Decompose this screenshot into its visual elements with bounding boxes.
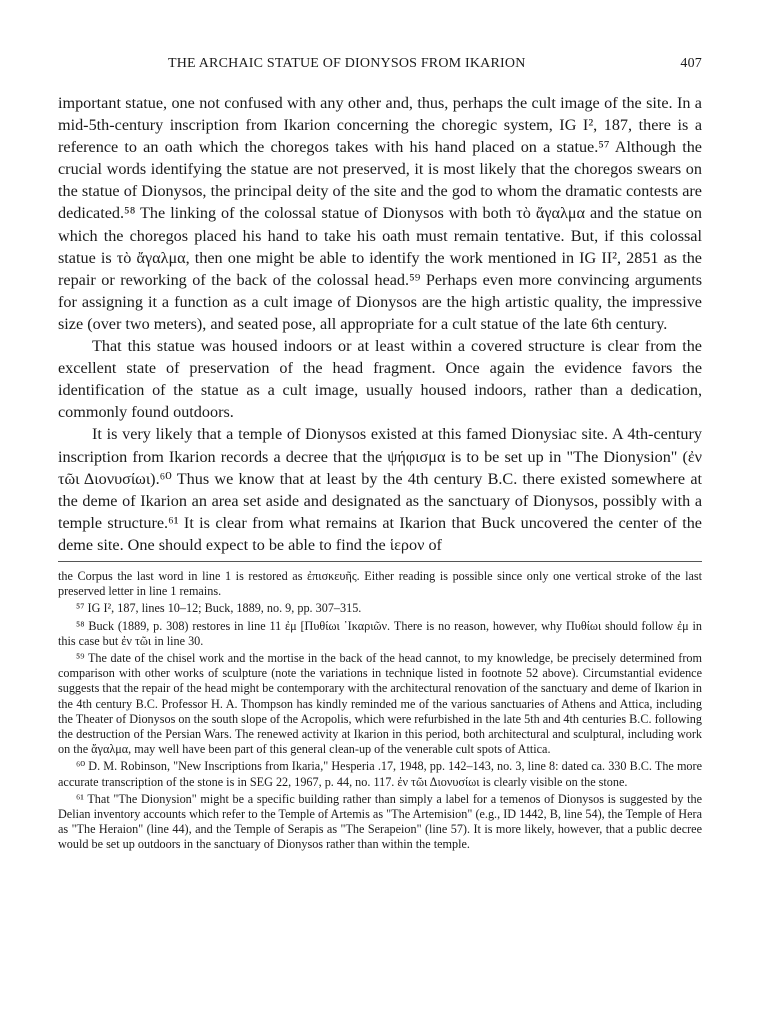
running-title: THE ARCHAIC STATUE OF DIONYSOS FROM IKARION: [168, 56, 526, 71]
footnote-60: ⁶⁰ D. M. Robinson, "New Inscriptions from Ikaria," Hesperia .17, 1948, pp. 142–143, no. 3, line 8: dated ca. 330 B.C. The more accurate transcription of the stone is in SEG 22, 1967, p. 44, no. 117. ἐν τῶι Διονυσίωι is clearly visible on the stone.: [58, 759, 702, 789]
page-number: 407: [680, 56, 702, 71]
footnote-57: ⁵⁷ IG I², 187, lines 10–12; Buck, 1889, no. 9, pp. 307–315.: [76, 601, 362, 616]
paragraph: It is very likely that a temple of Dionysos existed at this famed Dionysiac site. A 4th-century inscription from Ikarion records a decree that the ψήφισμα is to be set up in "The Dionysion" (ἐν τῶι Διονυσίωι).⁶⁰ Thus we know that at least by the 4th century B.C. there existed somewhere at the deme of Ikarion an area set aside and designated as the sanctuary of Dionysos, possibly with a temple structure.⁶¹ It is clear from what remains at Ikarion that Buck uncovered the center of the deme site. One should expect to be able to find the ἱερον of: [58, 425, 702, 554]
footnotes: [58, 569, 702, 855]
main-text: [58, 92, 702, 556]
footnote-58: ⁵⁸ Buck (1889, p. 308) restores in line 11 ἐμ [Πυθίωι ᾽Ικαριῶν. There is no reason, however, why Πυθίωι should follow ἐμ in this case but ἐν τῶι in line 30.: [58, 618, 702, 648]
footnote-61: ⁶¹ That "The Dionysion" might be a specific building rather than simply a label for a temenos of Dionysos is suggested by the Delian inventory accounts which refer to the Temple of Artemis as "The Artemision" (e.g., ID 1442, B, line 54), the Temple of Hera as "The Heraion" (line 44), and the Temple of Serapis as "The Serapeion" (line 57). It is more likely, however, that a public decree would be set up outdoors in the sanctuary of Dionysos rather than within the temple.: [58, 791, 702, 852]
paragraph: That this statue was housed indoors or at least within a covered structure is clear from the excellent state of preservation of the head fragment. Once again the evidence favors the identification of the statue as a cult image, usually housed indoors, rather than a dedication, commonly found outdoors.: [58, 337, 702, 422]
footnote-continuation: the Corpus the last word in line 1 is restored as ἐπισκευῆς. Either reading is possible since only one vertical stroke of the last preserved letter in line 1 remains.: [58, 569, 702, 599]
running-head: [58, 56, 702, 76]
footnote-separator: [58, 561, 702, 562]
paragraph-continuation: important statue, one not confused with any other and, thus, perhaps the cult image of the site. In a mid-5th-century inscription from Ikarion concerning the choregic system, IG I², 187, there is a reference to an oath which the choregos takes with his hand placed on a statue.⁵⁷ Although the crucial words identifying the statue are not preserved, it is most likely that the choregos swears on the statue of Dionysos, the principal deity of the site and the god to whom the dramatic contests are dedicated.⁵⁸ The linking of the colossal statue of Dionysos with both τὸ ἄγαλμα and the statue on which the choregos placed his hand to take his oath must remain tentative. But, if this colossal statue is τὸ ἄγαλμα, then one might be able to identify the work mentioned in IG II², 2851 as the repair or reworking of the back of the colossal head.⁵⁹ Perhaps even more convincing arguments for assigning it a function as a cult image of Dionysos are the high artistic quality, the impressive size (over two meters), and seated pose, all appropriate for a cult statue of the late 6th century.: [58, 94, 702, 333]
footnote-59: ⁵⁹ The date of the chisel work and the mortise in the back of the head cannot, to my knowledge, be precisely determined from comparison with other works of sculpture (note the variations in technique listed in footnote 52 above). Circumstantial evidence suggests that the repair of the head might be contemporary with the architectural renovation of the sanctuary and deme of Ikarion in the 4th century B.C. Professor H. A. Thompson has kindly reminded me of the various sanctuaries of Athens and Attica, including the Theater of Dionysos on the south slope of the Acropolis, which were refurbished in the late 5th and 4th centuries B.C. following the destruction of the Persian Wars. The renewed activity at Ikarion in this period, both architectural and sculptural, including work on the ἄγαλμα, may well have been part of this general clean-up of the venerable cult spots of Attica.: [58, 651, 702, 757]
